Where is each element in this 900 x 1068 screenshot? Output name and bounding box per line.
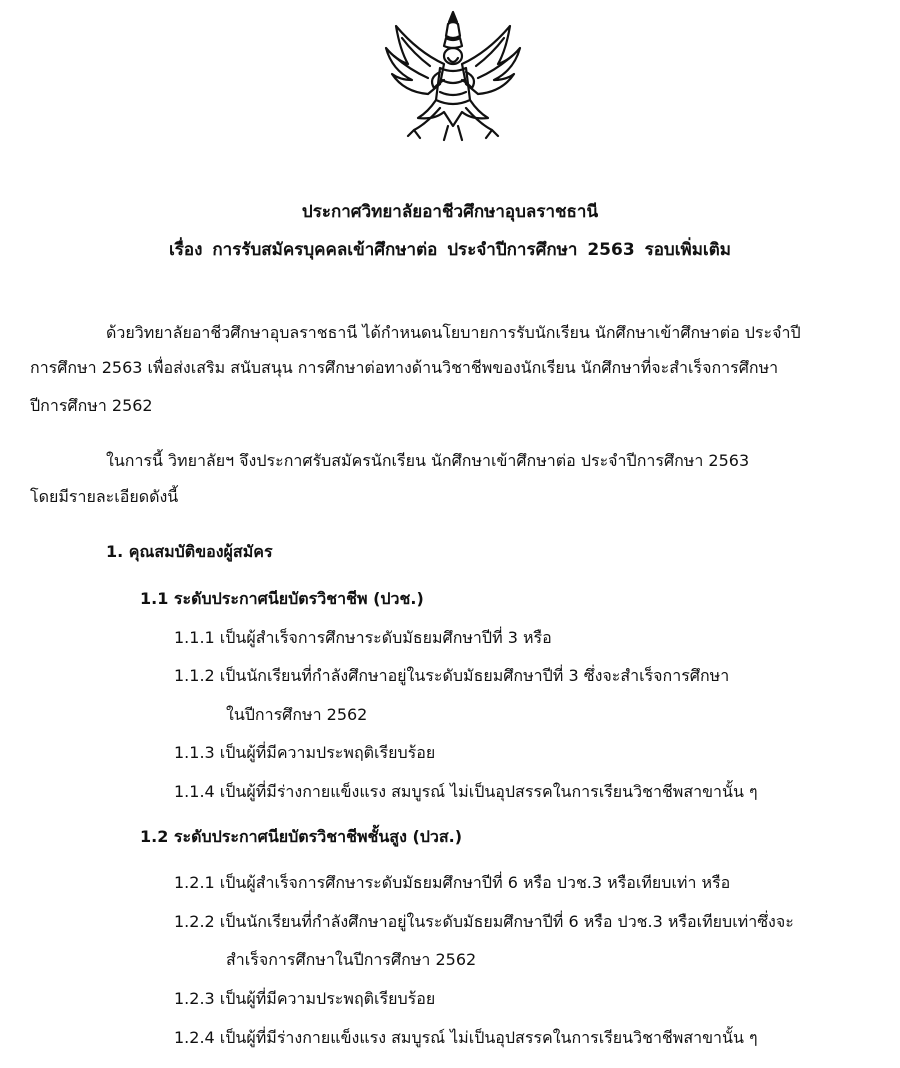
paragraph-line: ด้วยวิทยาลัยอาชีวศึกษาอุบลราชธานี ได้กำหนดนโยบายการรับนักเรียน นักศึกษาเข้าศึกษาต่อ ประจำปี [106,323,801,342]
list-item-continuation: สำเร็จการศึกษาในปีการศึกษา 2562 [226,950,477,969]
list-item: 1.1.4 เป็นผู้ที่มีร่างกายแข็งแรง สมบูรณ์ ไม่เป็นอุปสรรคในการเรียนวิชาชีพสาขานั้น ๆ [174,782,758,801]
announcement-title: ประกาศวิทยาลัยอาชีวศึกษาอุบลราชธานี [301,202,599,222]
list-item: 1.1.2 เป็นนักเรียนที่กำลังศึกษาอยู่ในระดับมัธยมศึกษาปีที่ 3 ซึ่งจะสำเร็จการศึกษา [174,666,730,685]
paragraph-line: โดยมีรายละเอียดดังนี้ [30,487,179,506]
list-item: 1.2.2 เป็นนักเรียนที่กำลังศึกษาอยู่ในระดับมัธยมศึกษาปีที่ 6 หรือ ปวช.3 หรือเทียบเท่าซึ่งจะ [174,912,794,931]
list-item: 1.2.4 เป็นผู้ที่มีร่างกายแข็งแรง สมบูรณ์ ไม่เป็นอุปสรรคในการเรียนวิชาชีพสาขานั้น ๆ [174,1028,758,1047]
announcement-subject: เรื่อง การรับสมัครบุคคลเข้าศึกษาต่อ ประจำปีการศึกษา 2563 รอบเพิ่มเติม [168,240,731,260]
paragraph-line: ปีการศึกษา 2562 [30,396,153,415]
paragraph-line: การศึกษา 2563 เพื่อส่งเสริม สนับสนุน การศึกษาต่อทางด้านวิชาชีพของนักเรียน นักศึกษาที่จะสำเร็จการศึกษา [30,358,779,377]
garuda-emblem-icon [378,8,528,148]
paragraph-line: ในการนี้ วิทยาลัยฯ จึงประกาศรับสมัครนักเรียน นักศึกษาเข้าศึกษาต่อ ประจำปีการศึกษา 2563 [106,451,750,470]
list-item: 1.2.3 เป็นผู้ที่มีความประพฤติเรียบร้อย [174,989,436,1008]
section-heading: 1. คุณสมบัติของผู้สมัคร [106,542,273,561]
subsection-heading: 1.1 ระดับประกาศนียบัตรวิชาชีพ (ปวช.) [140,589,424,608]
list-item-continuation: ในปีการศึกษา 2562 [226,705,368,724]
subsection-heading: 1.2 ระดับประกาศนียบัตรวิชาชีพชั้นสูง (ปวส.) [140,827,463,846]
list-item: 1.1.1 เป็นผู้สำเร็จการศึกษาระดับมัธยมศึกษาปีที่ 3 หรือ [174,628,552,647]
list-item: 1.1.3 เป็นผู้ที่มีความประพฤติเรียบร้อย [174,743,436,762]
list-item: 1.2.1 เป็นผู้สำเร็จการศึกษาระดับมัธยมศึกษาปีที่ 6 หรือ ปวช.3 หรือเทียบเท่า หรือ [174,873,731,892]
